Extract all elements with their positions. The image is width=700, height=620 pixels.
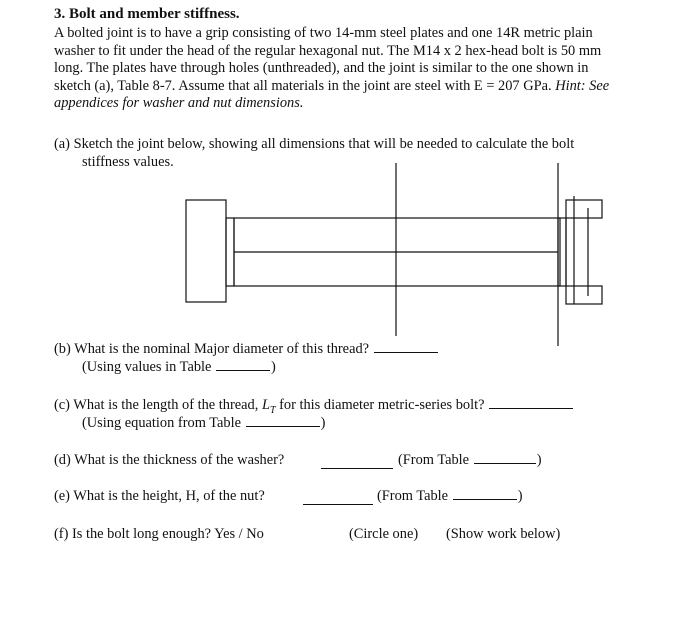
part-d-table-suffix: ) xyxy=(536,452,542,468)
nut-bottom xyxy=(566,286,602,304)
part-b-table-prefix: (Using values in Table xyxy=(82,359,212,375)
part-a-line-2: stiffness values. xyxy=(82,154,174,170)
part-c-table-blank[interactable] xyxy=(246,425,320,427)
hint-line: appendices for washer and nut dimensions. xyxy=(54,95,304,112)
part-b-table-ref xyxy=(82,359,276,377)
part-b-question xyxy=(54,341,439,359)
hint-prefix: Hint: See xyxy=(555,77,610,94)
part-a-line-1: (a) Sketch the joint below, showing all dimensions that will be needed to calculate the bolt xyxy=(54,136,575,152)
part-b-answer-blank[interactable] xyxy=(374,351,438,353)
part-d-answer-blank[interactable] xyxy=(321,467,393,469)
part-f-question: (f) Is the bolt long enough? Yes / No xyxy=(54,526,264,542)
part-c-table-suffix: ) xyxy=(320,415,326,431)
part-e-answer-blank[interactable] xyxy=(303,503,373,505)
washer xyxy=(558,218,566,286)
part-e-table-suffix: ) xyxy=(517,488,523,504)
part-c-suffix: for this diameter metric-series bolt? xyxy=(275,397,485,413)
part-c-table-ref xyxy=(82,415,325,433)
part-b-text: (b) What is the nominal Major diameter of this thread? xyxy=(54,341,370,357)
nut-top xyxy=(566,200,602,218)
part-d-table-ref xyxy=(398,452,541,470)
part-d-question: (d) What is the thickness of the washer? xyxy=(54,452,285,468)
problem-line-4-text: sketch (a), Table 8-7. Assume that all materials in the joint are steel with E = 207 GPa. xyxy=(54,77,556,94)
bolt-head-washer-face xyxy=(226,218,234,286)
problem-title: 3. Bolt and member stiffness. xyxy=(54,6,240,22)
problem-line-1: A bolted joint is to have a grip consisting of two 14-mm steel plates and one 14R metric plain xyxy=(54,25,593,41)
problem-line-3: long. The plates have through holes (unthreaded), and the joint is similar to the one shown in xyxy=(54,60,589,77)
part-f-circle-note: (Circle one) xyxy=(349,526,419,542)
part-c-L: L xyxy=(261,397,270,413)
part-c-answer-blank[interactable] xyxy=(489,407,573,409)
part-c-sub: T xyxy=(269,404,276,416)
part-c-prefix: (c) What is the length of the thread, xyxy=(54,397,262,413)
part-b-table-suffix: ) xyxy=(271,359,276,375)
part-f-show-work: (Show work below) xyxy=(446,526,561,542)
part-e-table-prefix: (From Table xyxy=(377,488,449,504)
part-e-table-ref xyxy=(377,488,522,506)
problem-line-2: washer to fit under the head of the regular hexagonal nut. The M14 x 2 hex-head bolt is 50 mm xyxy=(54,42,602,59)
part-d-table-blank[interactable] xyxy=(474,462,536,464)
part-e-table-blank[interactable] xyxy=(453,498,517,500)
part-d-table-prefix: (From Table xyxy=(398,452,470,468)
part-e-question: (e) What is the height, H, of the nut? xyxy=(54,488,265,504)
part-b-table-blank[interactable] xyxy=(216,369,270,371)
bolt-head xyxy=(186,200,226,302)
part-c-table-prefix: (Using equation from Table xyxy=(82,415,241,431)
